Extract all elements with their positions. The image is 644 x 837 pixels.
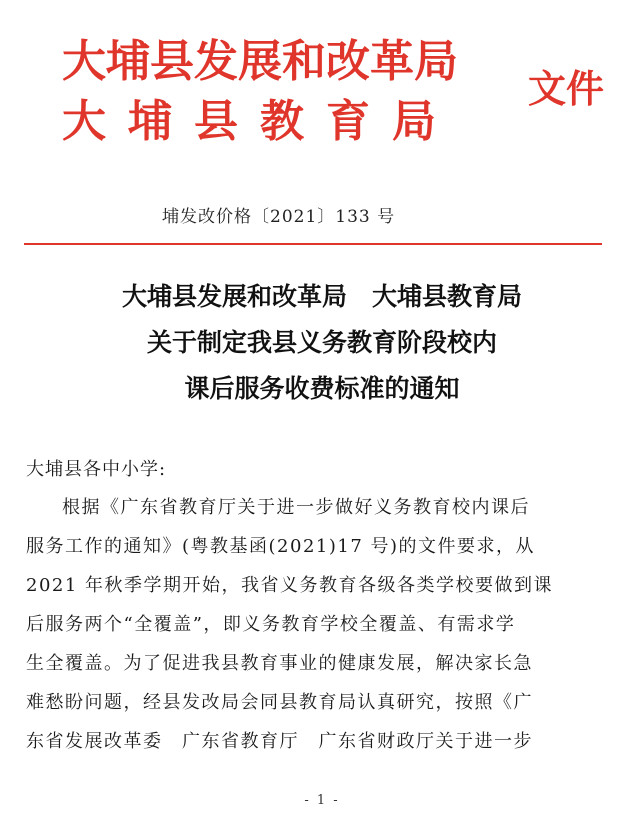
body-paragraph [26, 488, 606, 761]
page-number: - 1 - [304, 793, 340, 808]
title-line-2: 关于制定我县义务教育阶段校内 [146, 328, 497, 357]
body-line: 生全覆盖。为了促进我县教育事业的健康发展，解决家长急 [26, 653, 533, 674]
masthead-suffix: 文件 [528, 67, 605, 111]
body-line: 2021 年秋季学期开始，我省义务教育各级各类学校要做到课 [26, 575, 554, 596]
title-line-1: 大埔县发展和改革局 大埔县教育局 [121, 282, 522, 311]
body-line: 服务工作的通知》(粤教基函(2021)17 号)的文件要求，从 [26, 536, 536, 557]
body-line: 根据《广东省教育厅关于进一步做好义务教育校内课后 [62, 497, 530, 518]
body-line: 东省发展改革委 广东省教育厅 广东省财政厅关于进一步 [26, 731, 533, 752]
title-line-3: 课后服务收费标准的通知 [184, 374, 460, 403]
body-line: 难愁盼问题，经县发改局会同县教育局认真研究，按照《广 [26, 692, 533, 713]
salutation: 大埔县各中小学: [26, 459, 167, 480]
masthead-issuer-1: 大埔县发展和改革局 [62, 36, 458, 87]
body-line: 后服务两个“全覆盖”，即义务教育学校全覆盖、有需求学 [26, 614, 516, 635]
masthead-issuer-2: 大埔县教育局 [62, 96, 458, 147]
red-divider [24, 243, 602, 245]
document-number: 埔发改价格〔2021〕133 号 [162, 207, 396, 227]
